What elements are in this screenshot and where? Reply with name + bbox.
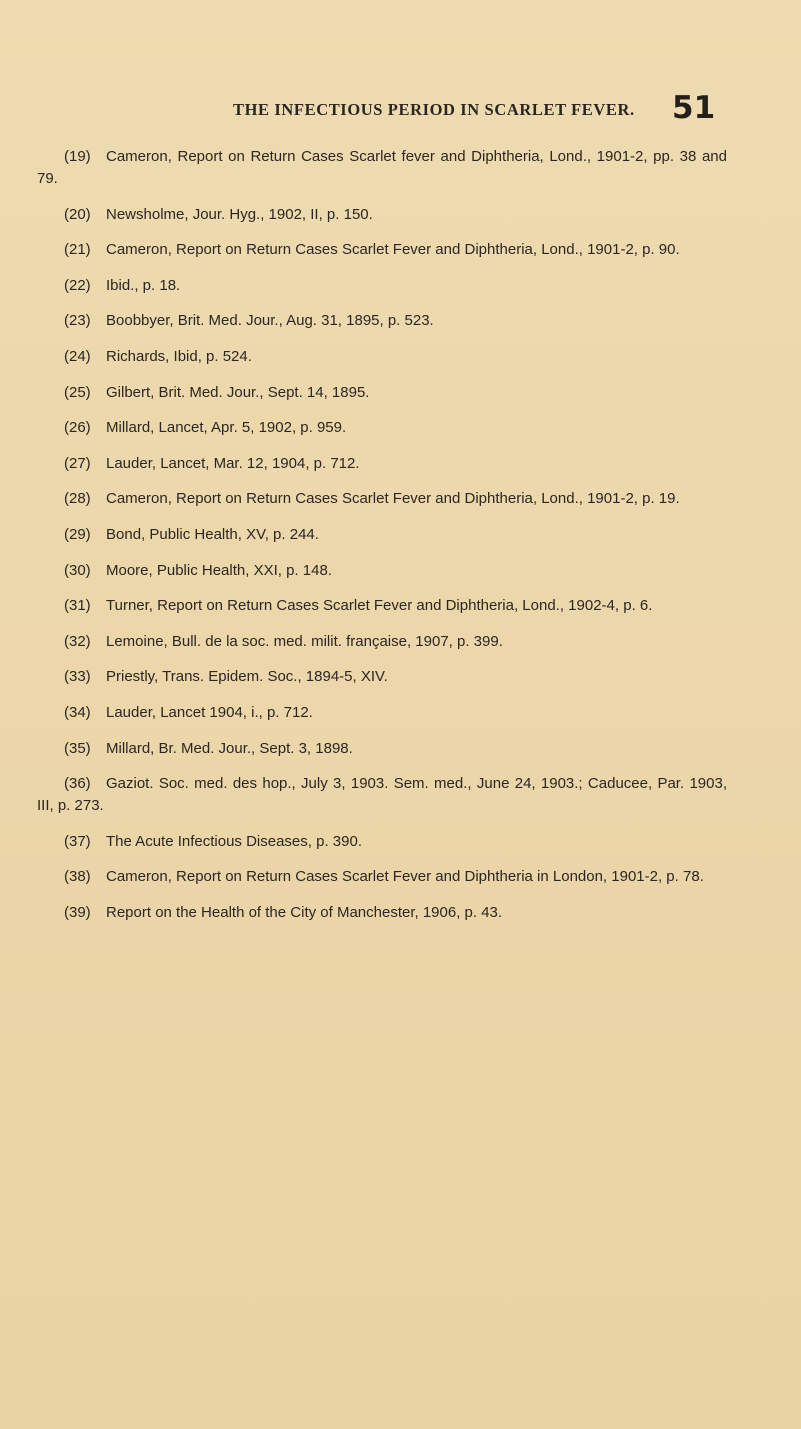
- reference-text: Richards, Ibid, p. 524.: [106, 347, 252, 365]
- reference-item: [37, 866, 727, 888]
- reference-item: [37, 275, 727, 297]
- reference-number: (21): [64, 241, 91, 259]
- reference-text: Cameron, Report on Return Cases Scarlet Fever and Diphtheria, Lond., 1901-2, p. 90.: [106, 241, 680, 259]
- reference-number: (31): [64, 597, 91, 615]
- reference-text: Bond, Public Health, XV, p. 244.: [106, 525, 319, 543]
- reference-item: [37, 902, 727, 924]
- reference-item: [37, 453, 727, 475]
- reference-number: (35): [64, 739, 91, 757]
- reference-text: Millard, Br. Med. Jour., Sept. 3, 1898.: [106, 739, 353, 757]
- reference-text: Boobbyer, Brit. Med. Jour., Aug. 31, 1895, p. 523.: [106, 312, 434, 330]
- reference-text: Gaziot. Soc. med. des hop., July 3, 1903. Sem. med., June 24, 1903.; Caducee, Par. 1903, III, p. 273.: [37, 775, 727, 815]
- reference-item: [37, 524, 727, 546]
- reference-text: Cameron, Report on Return Cases Scarlet Fever and Diphtheria, Lond., 1901-2, p. 19.: [106, 490, 680, 508]
- reference-item: [37, 310, 727, 332]
- reference-text: Report on the Health of the City of Manchester, 1906, p. 43.: [106, 903, 503, 921]
- reference-number: (38): [64, 868, 91, 886]
- reference-number: (20): [64, 205, 91, 223]
- reference-item: [37, 702, 727, 724]
- running-title: THE INFECTIOUS PERIOD IN SCARLET FEVER.: [233, 100, 635, 119]
- reference-list: [37, 146, 727, 937]
- reference-number: (26): [64, 419, 91, 437]
- reference-number: (28): [64, 490, 91, 508]
- reference-text: Priestly, Trans. Epidem. Soc., 1894-5, XIV.: [106, 668, 388, 686]
- reference-number: (27): [64, 454, 91, 472]
- reference-item: [37, 346, 727, 368]
- page-number: 51: [672, 90, 716, 126]
- reference-number: (36): [64, 775, 91, 793]
- reference-item: [37, 773, 727, 817]
- reference-text: Gilbert, Brit. Med. Jour., Sept. 14, 1895.: [106, 383, 370, 401]
- reference-number: (33): [64, 668, 91, 686]
- reference-item: [37, 666, 727, 688]
- reference-number: (23): [64, 312, 91, 330]
- reference-item: [37, 631, 727, 653]
- reference-item: [37, 417, 727, 439]
- reference-item: [37, 204, 727, 226]
- reference-text: Lauder, Lancet, Mar. 12, 1904, p. 712.: [106, 454, 360, 472]
- reference-text: Lemoine, Bull. de la soc. med. milit. française, 1907, p. 399.: [106, 632, 503, 650]
- reference-item: [37, 738, 727, 760]
- reference-text: The Acute Infectious Diseases, p. 390.: [106, 832, 362, 850]
- reference-number: (37): [64, 832, 91, 850]
- reference-item: [37, 382, 727, 404]
- reference-text: Ibid., p. 18.: [106, 276, 181, 294]
- running-head: [0, 90, 801, 130]
- reference-number: (25): [64, 383, 91, 401]
- reference-item: [37, 560, 727, 582]
- reference-number: (32): [64, 632, 91, 650]
- reference-item: [37, 595, 727, 617]
- reference-number: (24): [64, 347, 91, 365]
- reference-number: (29): [64, 525, 91, 543]
- reference-item: [37, 488, 727, 510]
- reference-text: Lauder, Lancet 1904, i., p. 712.: [106, 703, 313, 721]
- reference-text: Newsholme, Jour. Hyg., 1902, II, p. 150.: [106, 205, 373, 223]
- reference-number: (22): [64, 276, 91, 294]
- reference-text: Moore, Public Health, XXI, p. 148.: [106, 561, 332, 579]
- reference-text: Cameron, Report on Return Cases Scarlet Fever and Diphtheria in London, 1901-2, p. 78.: [106, 868, 704, 886]
- reference-number: (34): [64, 703, 91, 721]
- reference-item: [37, 831, 727, 853]
- reference-item: [37, 146, 727, 190]
- reference-text: Cameron, Report on Return Cases Scarlet fever and Diphtheria, Lond., 1901-2, pp. 38 and 79.: [37, 148, 727, 187]
- reference-text: Turner, Report on Return Cases Scarlet Fever and Diphtheria, Lond., 1902-4, p. 6.: [106, 597, 653, 615]
- reference-number: (39): [64, 903, 91, 921]
- reference-text: Millard, Lancet, Apr. 5, 1902, p. 959.: [106, 419, 347, 437]
- reference-number: (19): [64, 148, 91, 165]
- reference-item: [37, 239, 727, 261]
- reference-number: (30): [64, 561, 91, 579]
